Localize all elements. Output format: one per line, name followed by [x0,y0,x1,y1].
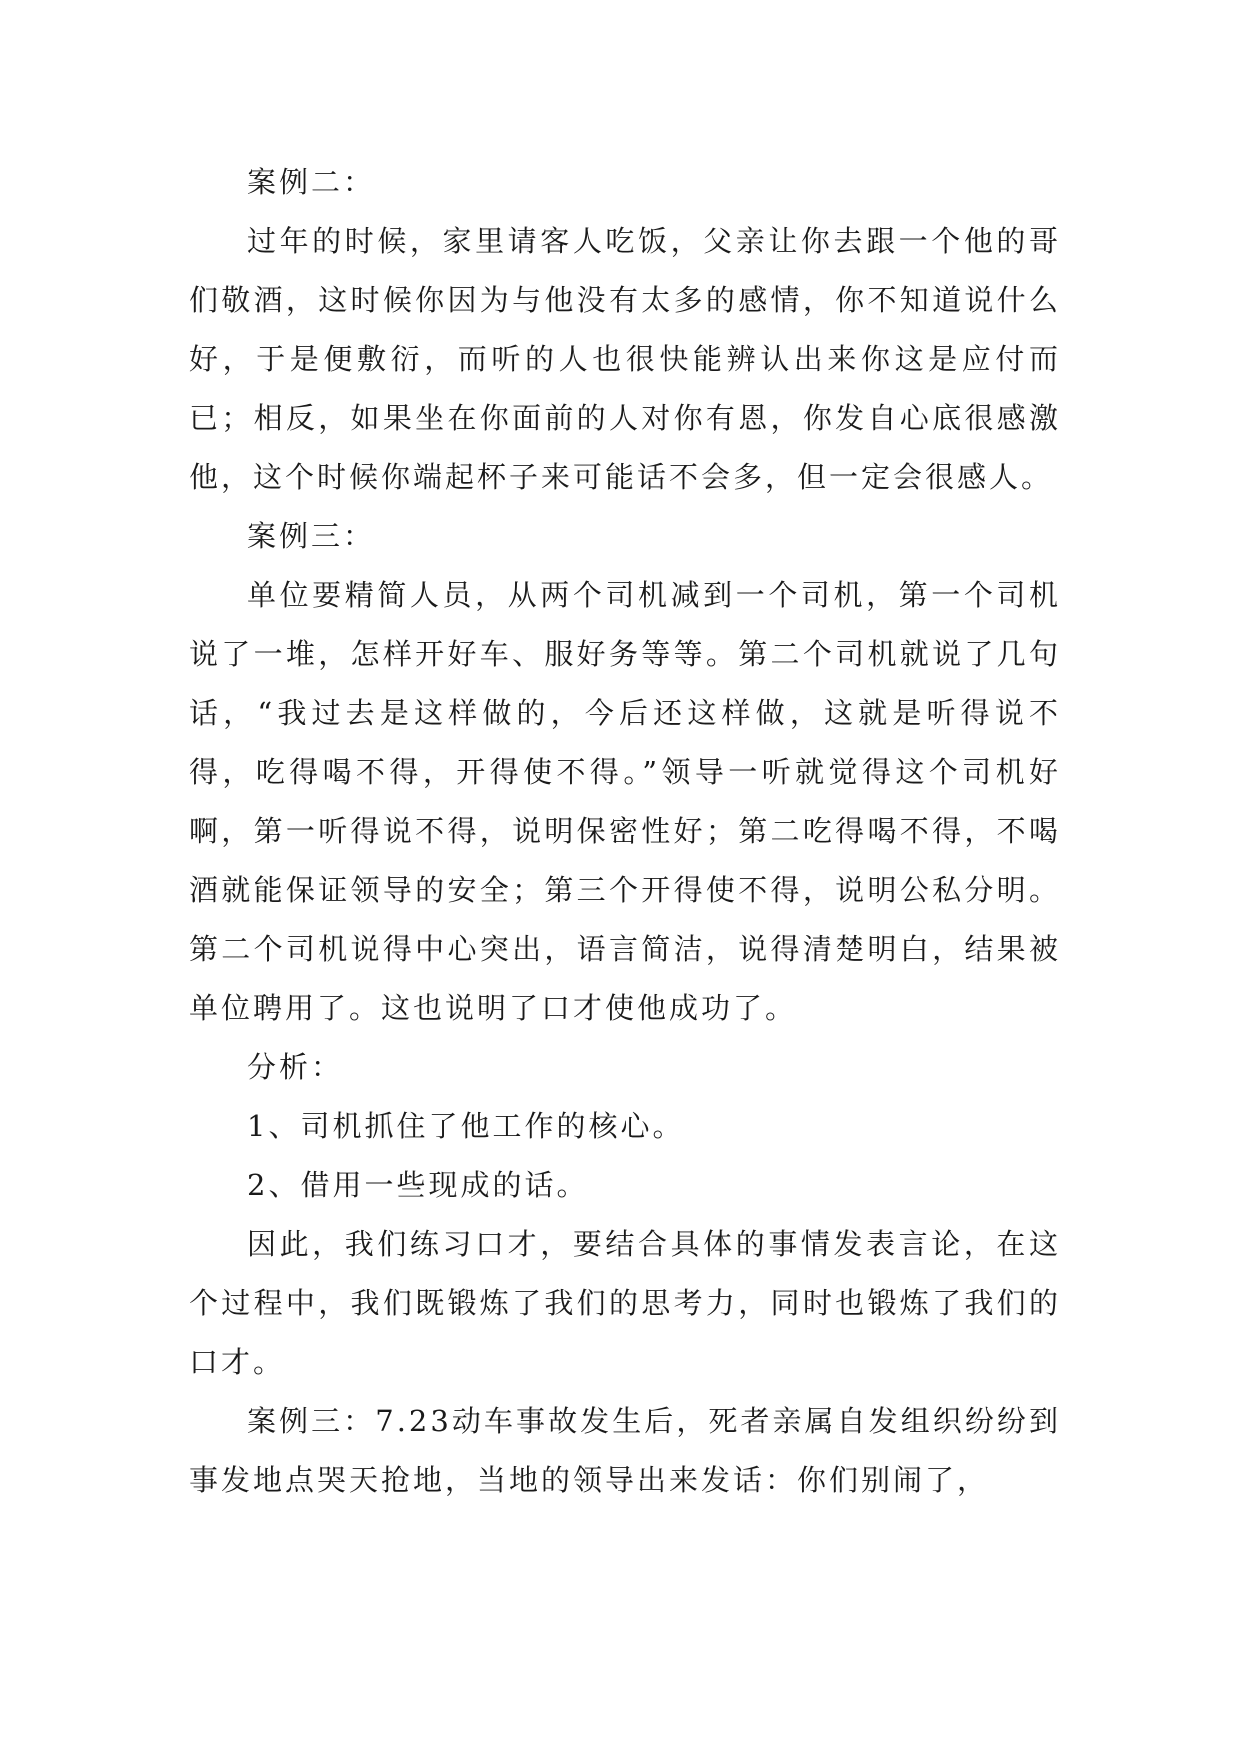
analysis-point-2: 2、借用一些现成的话。 [247,1168,589,1202]
case-three-paragraph: 单位要精简人员，从两个司机减到一个司机，第一个司机说了一堆，怎样开好车、服好务等等。第二个司机就说了几句话，“我过去是这样做的，今后还这样做，这就是听得说不得，吃得喝不得，开得使不得。”领导一听就觉得这个司机好啊，第一听得说不得，说明保密性好；第二吃得喝不得，不喝酒就能保证领导的安全；第三个开得使不得，说明公私分明。第二个司机说得中心突出，语言简洁，说得清楚明白，结果被单位聘用了。这也说明了口才使他成功了。 [189,578,1061,1025]
case-two-heading: 案例二： [247,165,376,199]
case-three-heading: 案例三： [247,519,376,553]
document-body [189,153,1061,1510]
case-two-paragraph: 过年的时候，家里请客人吃饭，父亲让你去跟一个他的哥们敬酒，这时候你因为与他没有太多的感情，你不知道说什么好，于是便敷衍，而听的人也很快能辨认出来你这是应付而已；相反，如果坐在你面前的人对你有恩，你发自心底很感激他，这个时候你端起杯子来可能话不会多，但一定会很感人。 [189,224,1061,494]
analysis-point-1: 1、司机抓住了他工作的核心。 [247,1109,685,1143]
case-three-train-paragraph: 案例三：7.23动车事故发生后，死者亲属自发组织纷纷到事发地点哭天抢地，当地的领导出来发话：你们别闹了， [189,1404,1061,1497]
analysis-heading: 分析： [247,1050,344,1084]
conclusion-paragraph: 因此，我们练习口才，要结合具体的事情发表言论，在这个过程中，我们既锻炼了我们的思考力，同时也锻炼了我们的口才。 [189,1227,1061,1379]
